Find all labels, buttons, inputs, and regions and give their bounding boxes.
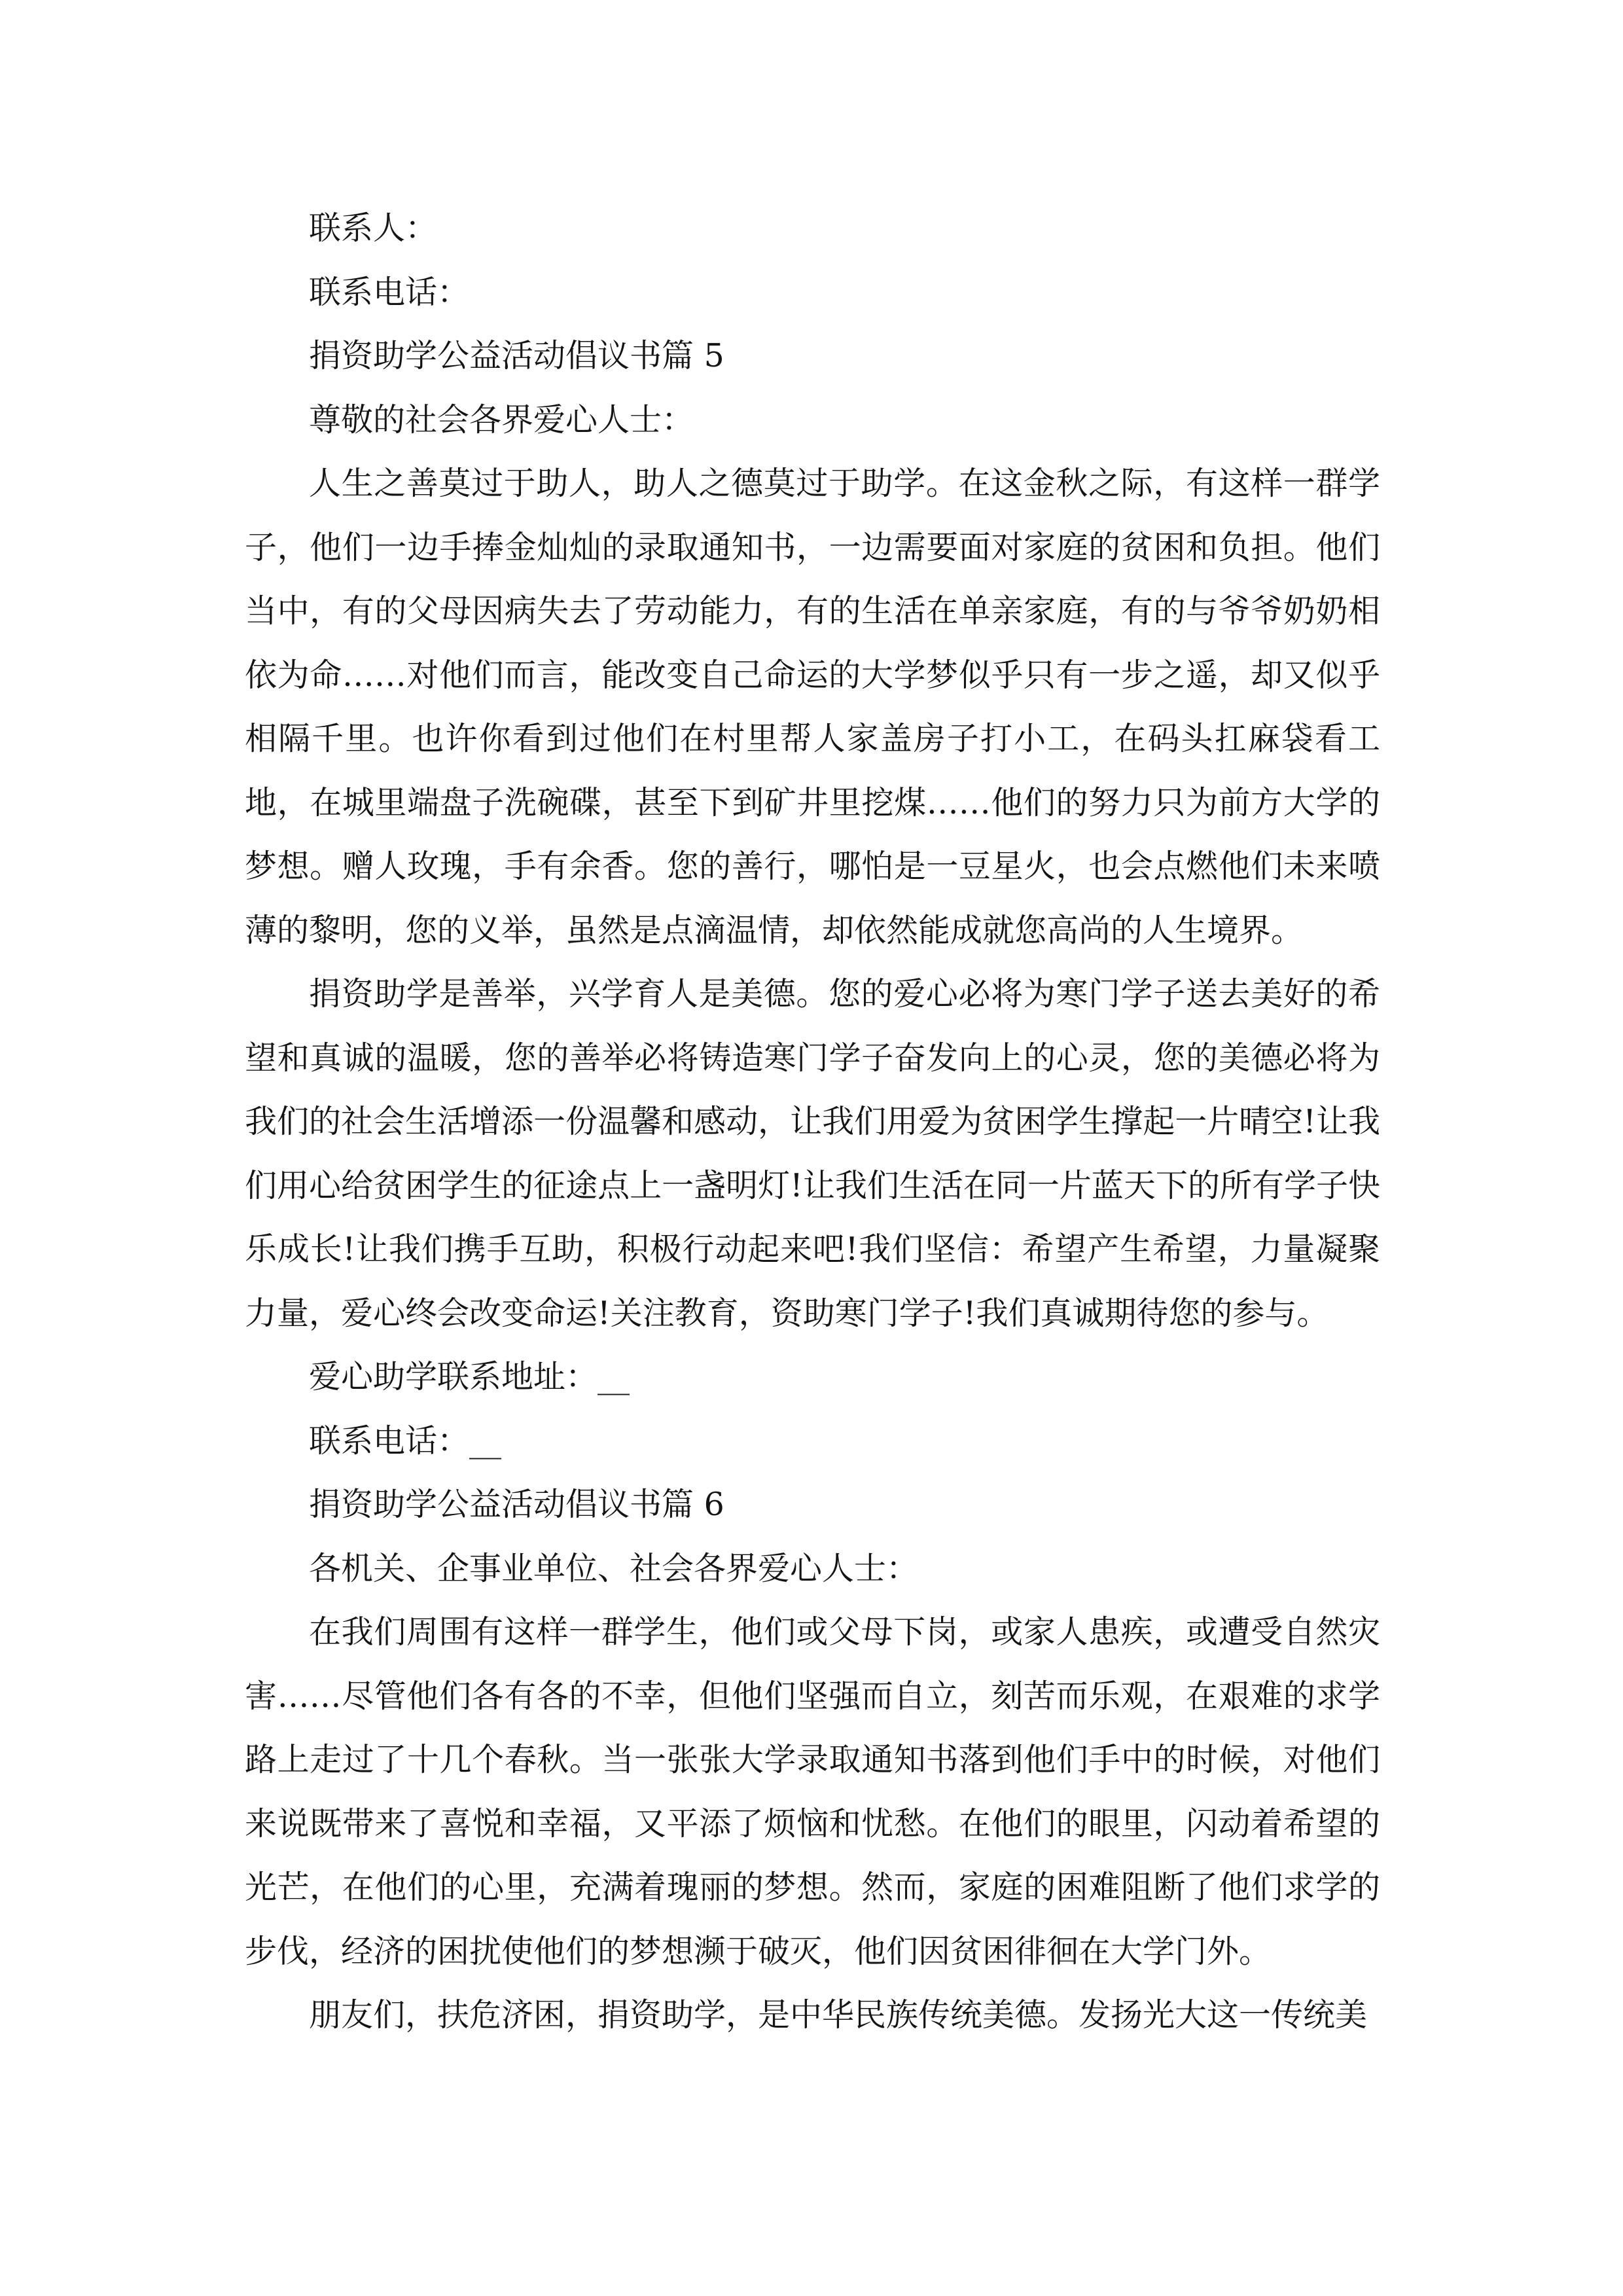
paragraph-6-1: 在我们周围有这样一群学生，他们或父母下岗，或家人患疾，或遭受自然灾害……尽管他们各有各的不幸，但他们坚强而自立，刻苦而乐观，在艰难的求学路上走过了十几个春秋。当一张张大学录取通知书落到他们手中的时候，对他们来说既带来了喜悦和幸福，又平添了烦恼和忧愁。在他们的眼里，闪动着希望的光芒，在他们的心里，充满着瑰丽的梦想。然而，家庭的困难阻断了他们求学的步伐，经济的困扰使他们的梦想濒于破灭，他们因贫困徘徊在大学门外。 — [245, 1613, 1380, 1970]
contact-phone-line-2: 联系电话：__ — [309, 1422, 502, 1460]
contact-phone-line: 联系电话： — [309, 273, 470, 311]
section-heading-5: 捐资助学公益活动倡议书篇 5 — [309, 337, 724, 374]
section-heading-6: 捐资助学公益活动倡议书篇 6 — [309, 1486, 724, 1523]
paragraph-5-1: 人生之善莫过于助人，助人之德莫过于助学。在这金秋之际，有这样一群学子，他们一边手捧金灿灿的录取通知书，一边需要面对家庭的贫困和负担。他们当中，有的父母因病失去了劳动能力，有的生活在单亲家庭，有的与爷爷奶奶相依为命……对他们而言，能改变自己命运的大学梦似乎只有一步之遥，却又似乎相隔千里。也许你看到过他们在村里帮人家盖房子打小工，在码头扛麻袋看工地，在城里端盘子洗碗碟，甚至下到矿井里挖煤……他们的努力只为前方大学的梦想。赠人玫瑰，手有余香。您的善行，哪怕是一豆星火，也会点燃他们未来喷薄的黎明，您的义举，虽然是点滴温情，却依然能成就您高尚的人生境界。 — [245, 465, 1380, 949]
contact-person-line: 联系人： — [309, 209, 438, 247]
salutation-6: 各机关、企事业单位、社会各界爱心人士： — [309, 1549, 919, 1587]
paragraph-5-2: 捐资助学是善举，兴学育人是美德。您的爱心必将为寒门学子送去美好的希望和真诚的温暖，您的善举必将铸造寒门学子奋发向上的心灵，您的美德必将为我们的社会生活增添一份温馨和感动，让我们用爱为贫困学生撑起一片晴空!让我们用心给贫困学生的征途点上一盏明灯!让我们生活在同一片蓝天下的所有学子快乐成长!让我们携手互助，积极行动起来吧!我们坚信：希望产生希望，力量凝聚力量，爱心终会改变命运!关注教育，资助寒门学子!我们真诚期待您的参与。 — [245, 975, 1380, 1332]
contact-address-line: 爱心助学联系地址：__ — [309, 1358, 630, 1395]
document-body — [245, 196, 1380, 2047]
paragraph-6-2: 朋友们，扶危济困，捐资助学，是中华民族传统美德。发扬光大这一传统美 — [309, 1996, 1368, 2034]
salutation-5: 尊敬的社会各界爱心人士： — [309, 401, 694, 439]
